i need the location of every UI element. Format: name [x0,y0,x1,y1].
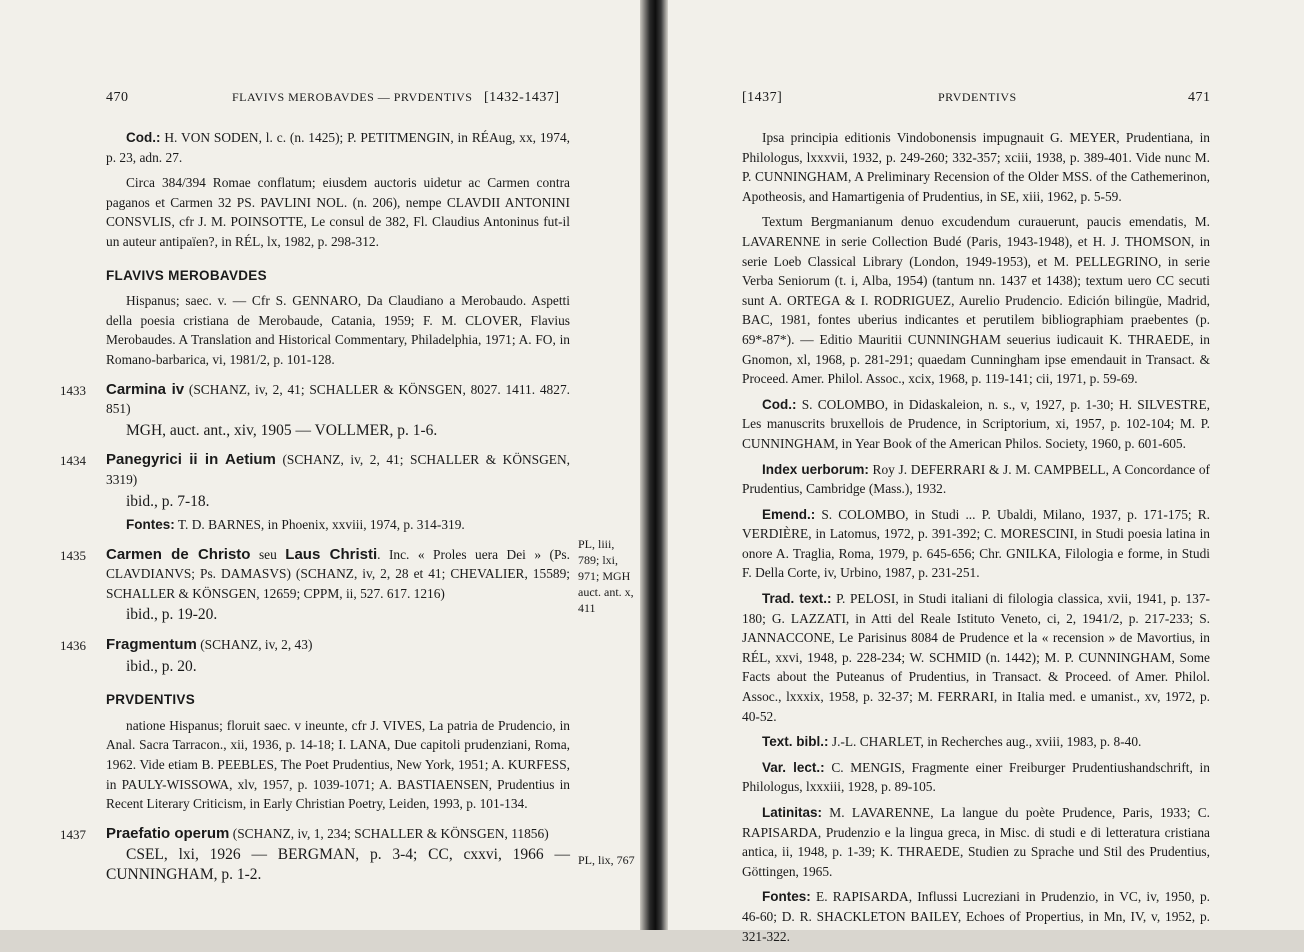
entry-seu: seu [258,546,277,562]
author-heading-prudentius: PRVDENTIVS [106,692,196,708]
right-range: [1437] [742,90,783,105]
entry-title: Fragmentum [106,636,197,654]
entry-edition: ibid., p. 20. [126,657,197,675]
entry-title: Praefatio operum [106,824,230,842]
margin-note-1437: PL, lix, 767 [578,853,635,867]
entry-title: Carmina iv [106,380,185,398]
entry-1436 [60,635,570,676]
entry-number: 1436 [60,638,86,654]
entry-refs: . Inc. « Proles uera Dei » (Ps. CLAVDIANVS; Ps. DAMASVS) (SCHANZ, iv, 2, 28 et 41; CHEVALIER, 15589; SCHALLER & KÖNSGEN, 12659; CPPM, ii, 527. 617. 1216) [106,546,570,601]
entry-edition: ibid., p. 19-20. [126,606,218,624]
circa-paragraph: Circa 384/394 Romae conflatum; eiusdem auctoris uidetur ac Carmen contra paganos et Carmen 32 PS. PAVLINI NOL. (n. 206), nempe CLAVDII ANTONINI CONSVLIS, cfr J. M. POINSOTTE, Le consul de 382, Fl. Claudius Antoninus fut-il un auteur antipaïen?, in RÉL, lx, 1982, p. 298-312. [106,175,570,249]
entry-number: 1435 [60,547,86,563]
margin-note-1435: PL, liii, 789; lxi, 971; MGH auct. ant. x, 411 [578,537,634,615]
entry-1434 [60,450,570,534]
entry-edition: CSEL, lxi, 1926 — BERGMAN, p. 3-4; CC, cxxvi, 1966 — CUNNINGHAM, p. 1-2. [106,846,570,883]
index-paragraph: Index uerborum: Roy J. DEFERRARI & J. M. CAMPBELL, A Concordance of Prudentius, Cambridge (Mass.), 1932. [742,461,1210,497]
prudentius-bio: natione Hispanus; floruit saec. v ineunte, cfr J. VIVES, La patria de Prudencio, in Anal. Sacra Tarracon., xii, 1936, p. 14-18; I. LANA, Due capitoli prudenziani, Roma, 1962. Vide etiam B. PEEBLES, The Poet Prudentius, New York, 1951; A. KURFESS, in PAULY-WISSOWA, xlv, 1957, p. 1039-1071; A. BASTIAENSEN, Prudentius in Recent Literary Criticism, in Early Christian Poetry, Leiden, 1993, p. 101-134. [106,717,570,812]
entry-refs: (SCHANZ, iv, 2, 41; SCHALLER & KÖNSGEN, 3319) [106,452,570,487]
cod-paragraph: Cod.: H. VON SODEN, l. c. (n. 1425); P. PETITMENGIN, in RÉAug, xx, 1974, p. 23, adn. 27. [106,130,570,165]
textum-paragraph: Textum Bergmanianum denuo excudendum curauerunt, paucis emendatis, M. LAVARENNE in serie Collection Budé (Paris, 1943-1948), et H. J. THOMSON, in serie Loeb Classical Library (London, 1949-1953), et M. PELLEGRINO, in serie Verba Seniorum (t. i, Alba, 1954) (tantum nn. 1437 et 1438); textum uero CC secuti sunt A. ORTEGA & I. RODRIGUEZ, Aurelio Prudencio. Edición bilingüe, Madrid, BAC, 1981, fontes uberius indicantes et perutilem bibliographiam praebentes (p. 69*-87*). — Editio Mauritii CUNNINGHAM seuerius iudicauit K. THRAEDE, in Gnomon, xl, 1968, p. 281-291; quaedam Cunningham ipse emendauit in Transact. & Proceed. Amer. Philol. Assoc., xcix, 1968, p. 119-141; cii, 1971, p. 59-69. [742,214,1210,387]
right-page-number: 471 [1188,90,1211,105]
right-column [742,128,1210,952]
entry-title: Panegyrici ii in Aetium [106,451,276,469]
merobaudes-bio: Hispanus; saec. v. — Cfr S. GENNARO, Da Claudiano a Merobaudo. Aspetti della poesia cristiana de Merobaude, Catania, 1959; F. M. CLOVER, Flavius Merobaudes. A Translation and Historical Commentary, Philadelphia, 1971; A. FO, in Romano-barbarica, vi, 1981/2, p. 101-128. [106,293,570,367]
entry-title-alt: Laus Christi [285,545,378,563]
left-running-head: FLAVIVS MEROBAVDES — PRVDENTIVS [232,90,473,104]
trad-paragraph: Trad. text.: P. PELOSI, in Studi italiani di filologia classica, xvii, 1941, p. 137-180; G. LAZZATI, in Atti del Reale Istituto Veneto, ci, 2, 1941/2, p. 217-233; S. JANNACCONE, Le Parisinus 8084 de Prudence et la « recension » de Mavortius, in RÉL, xxvi, 1948, p. 228-234; W. SCHMID (n. 1442); M. P. CUNNINGHAM, Some Facts about the Puteanus of Prudentius, in Transact. & Proceed. of Amer. Philol. Assoc., lxxxix, 1958, p. 32-37; M. FERRARI, in Italia med. e umanist., xv, 1972, p. 40-52. [742,591,1210,724]
left-column [60,128,570,889]
entry-edition: MGH, auct. ant., xiv, 1905 — VOLLMER, p. 1-6. [126,421,438,439]
left-range: [1432-1437] [484,90,560,105]
left-page [0,0,650,930]
emend-paragraph: Emend.: S. COLOMBO, in Studi ... P. Ubaldi, Milano, 1937, p. 171-175; R. VERDIÈRE, in Latomus, 1972, p. 391-392; C. MORESCINI, in Studi poesia latina in onore A. Traglia, Roma, 1979, p. 645-656; Chr. GNILKA, Filologia e forme, in Studi F. Della Corte, iv, Urbino, 1987, p. 231-251. [742,506,1210,581]
entry-number: 1437 [60,826,86,842]
entry-refs: (SCHANZ, iv, 1, 234; SCHALLER & KÖNSGEN, 11856) [232,825,549,841]
entry-refs: (SCHANZ, iv, 2, 43) [200,637,313,653]
textbibl-paragraph: Text. bibl.: J.-L. CHARLET, in Recherches aug., xviii, 1983, p. 8-40. [762,734,1142,750]
meyer-paragraph: Ipsa principia editionis Vindobonensis impugnauit G. MEYER, Prudentiana, in Philologus, lxxxvii, 1932, p. 249-260; 332-357; xciii, 1938, p. 389-401. Vide nunc M. P. CUNNINGHAM, A Preliminary Recension of the Older MSS. of the Cathemerinon, Apotheosis, and Hamartigenia of Prudentius, in SE, xiii, 1962, p. 5-59. [742,130,1210,204]
latinitas-paragraph: Latinitas: M. LAVARENNE, La langue du poète Prudence, Paris, 1933; C. RAPISARDA, Prudenzio e la lingua greca, in Misc. di studi e di letteratura cristiana antica, ii, 1948, p. 1-39; K. THRAEDE, Studien zu Sprache und Stil des Prudentius, Göttingen, 1965. [742,805,1210,879]
entry-edition: ibid., p. 7-18. [126,492,210,510]
entry-1435 [60,545,570,625]
author-heading-merobaudes: FLAVIVS MEROBAVDES [106,267,267,283]
right-running-head: PRVDENTIVS [938,90,1017,104]
entry-number: 1434 [60,453,86,469]
varlect-paragraph: Var. lect.: C. MENGIS, Fragmente einer Freiburger Prudentiushandschrift, in Philologus, lxxxiii, 1928, p. 89-105. [742,759,1210,795]
book-spine [640,0,668,930]
entry-1433 [60,380,570,441]
left-page-number: 470 [106,90,129,105]
entry-1437 [60,824,570,885]
entry-title: Carmen de Christo [106,545,251,563]
fontes-paragraph: Fontes: E. RAPISARDA, Influssi Lucreziani in Prudenzio, in VC, iv, 1950, p. 46-60; D. R. SHACKLETON BAILEY, Echoes of Propertius, in Mn, IV, v, 1952, p. 321-322. [742,889,1210,944]
entry-refs: (SCHANZ, iv, 2, 41; SCHALLER & KÖNSGEN, 8027. 1411. 4827. 851) [106,381,570,417]
entry-fontes: Fontes: T. D. BARNES, in Phoenix, xxviii, 1974, p. 314-319. [126,517,465,533]
cod-paragraph: Cod.: S. COLOMBO, in Didaskaleion, n. s., v, 1927, p. 1-30; H. SILVESTRE, Les manuscrits bruxellois de Prudence, in Scriptorium, xi, 1957, p. 102-104; M. P. CUNNINGHAM, in Year Book of the American Philos. Society, 1960, p. 601-605. [742,396,1210,451]
entry-number: 1433 [60,382,86,398]
